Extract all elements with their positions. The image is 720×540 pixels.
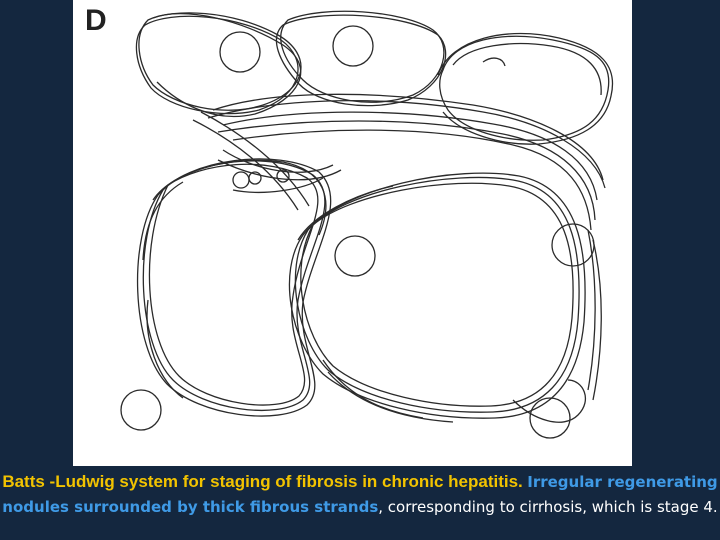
panel-label: D	[85, 4, 107, 37]
caption-body: , corresponding to cirrhosis, which is stage 4.	[378, 498, 718, 516]
small-vessel	[233, 172, 249, 188]
portal-tract-top-center	[333, 26, 373, 66]
portal-tract-bottom-right	[530, 398, 570, 438]
figure-caption	[0, 470, 720, 520]
portal-tract-bottom-left	[121, 390, 161, 430]
portal-tract-center	[335, 236, 375, 276]
nodule-drawing	[73, 0, 632, 466]
fibrosis-diagram	[73, 0, 632, 466]
portal-tract-top-left	[220, 32, 260, 72]
caption-highlight: Irregular regenerating nodules surrounded by thick fibrous strands	[2, 473, 718, 516]
caption-title: Batts -Ludwig system for staging of fibrosis in chronic hepatitis.	[2, 472, 523, 491]
